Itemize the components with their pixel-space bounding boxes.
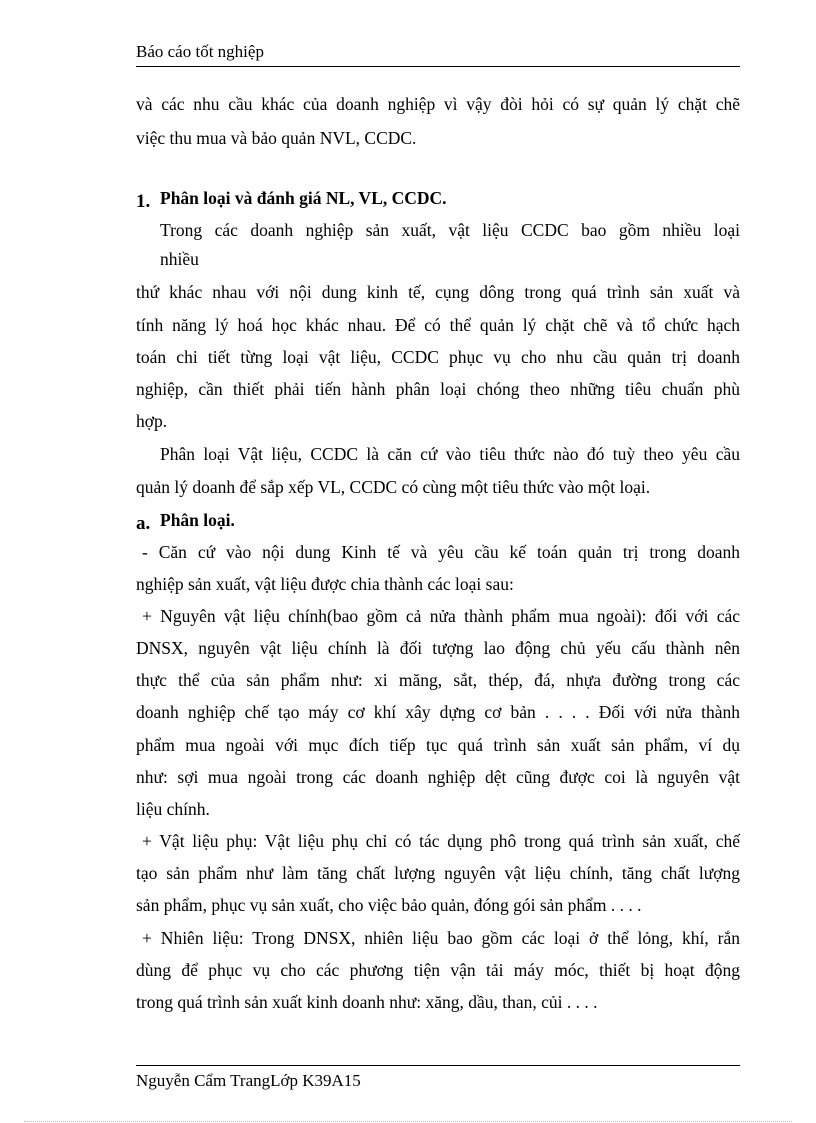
text-line: tạo sản phẩm như làm tăng chất lượng nguyên vật liệu chính, tăng chất lượng: [136, 863, 740, 883]
text-line: việc thu mua và bảo quản NVL, CCDC.: [136, 128, 417, 148]
text-line: nghiệp, cần thiết phải tiến hành phân loại chóng theo những tiêu chuẩn phù: [136, 379, 740, 399]
section-heading: Phân loại và đánh giá NL, VL, CCDC.: [160, 188, 447, 208]
text-line: Trong các doanh nghiệp sản xuất, vật liệu CCDC bao gồm nhiều loại: [160, 220, 740, 240]
section-number: a.: [136, 513, 151, 534]
text-line: nghiệp sản xuất, vật liệu được chia thành các loại sau:: [136, 574, 514, 594]
text-line: thực thể của sản phẩm như: xi măng, sắt, thép, đá, nhựa đường trong các: [136, 670, 740, 690]
page-footer: Nguyễn Cẩm TrangLớp K39A15: [136, 1071, 361, 1090]
footer-divider: [136, 1065, 740, 1066]
text-line: phẩm mua ngoài với mục đích tiếp tục quá trình sản xuất sản phẩm, ví dụ: [136, 735, 740, 755]
text-line: Phân loại Vật liệu, CCDC là căn cứ vào tiêu thức nào đó tuỳ theo yêu cầu: [160, 444, 740, 464]
text-line: và các nhu cầu khác của doanh nghiệp vì vậy đòi hỏi có sự quản lý chặt chẽ: [136, 94, 740, 114]
text-line: tính năng lý hoá học khác nhau. Để có thể quản lý chặt chẽ và tổ chức hạch: [136, 315, 740, 335]
text-line: DNSX, nguyên vật liệu chính là đối tượng lao động chủ yếu cấu thành nên: [136, 638, 740, 658]
text-line: toán chi tiết từng loại vật liệu, CCDC phục vụ cho nhu cầu quản trị doanh: [136, 347, 740, 367]
text-line: dùng để phục vụ cho các phương tiện vận tải máy móc, thiết bị hoạt động: [136, 960, 740, 980]
text-line: liệu chính.: [136, 799, 210, 819]
text-line: - Căn cứ vào nội dung Kinh tế và yêu cầu kế toán quản trị trong doanh: [142, 542, 740, 562]
text-line: quản lý doanh để sắp xếp VL, CCDC có cùng một tiêu thức vào một loại.: [136, 477, 651, 497]
text-line: sản phẩm, phục vụ sản xuất, cho việc bảo quản, đóng gói sản phẩm . . . .: [136, 895, 642, 915]
text-line: + Nguyên vật liệu chính(bao gồm cả nửa thành phẩm mua ngoài): đối với các: [142, 606, 740, 626]
text-line: trong quá trình sản xuất kinh doanh như: xăng, dầu, than, củi . . . .: [136, 992, 598, 1012]
text-line: thứ khác nhau với nội dung kinh tế, cụng dông trong quá trình sản xuất và: [136, 282, 740, 302]
text-line: doanh nghiệp chế tạo máy cơ khí xây dựng cơ bản . . . . Đối với nửa thành: [136, 702, 740, 722]
text-line: nhiều: [160, 249, 199, 269]
text-line: như: sợi mua ngoài trong các doanh nghiệp dệt cũng được coi là nguyên vật: [136, 767, 740, 787]
page-header: Báo cáo tốt nghiệp: [136, 40, 740, 67]
text-line: hợp.: [136, 411, 168, 431]
text-line: + Nhiên liệu: Trong DNSX, nhiên liệu bao gồm các loại ở thể lỏng, khí, rắn: [142, 928, 740, 948]
page-bottom-edge: [24, 1121, 792, 1122]
text-line: + Vật liệu phụ: Vật liệu phụ chỉ có tác dụng phô trong quá trình sản xuất, chế: [142, 831, 740, 851]
section-heading: Phân loại.: [160, 510, 235, 530]
section-number: 1.: [136, 191, 151, 212]
